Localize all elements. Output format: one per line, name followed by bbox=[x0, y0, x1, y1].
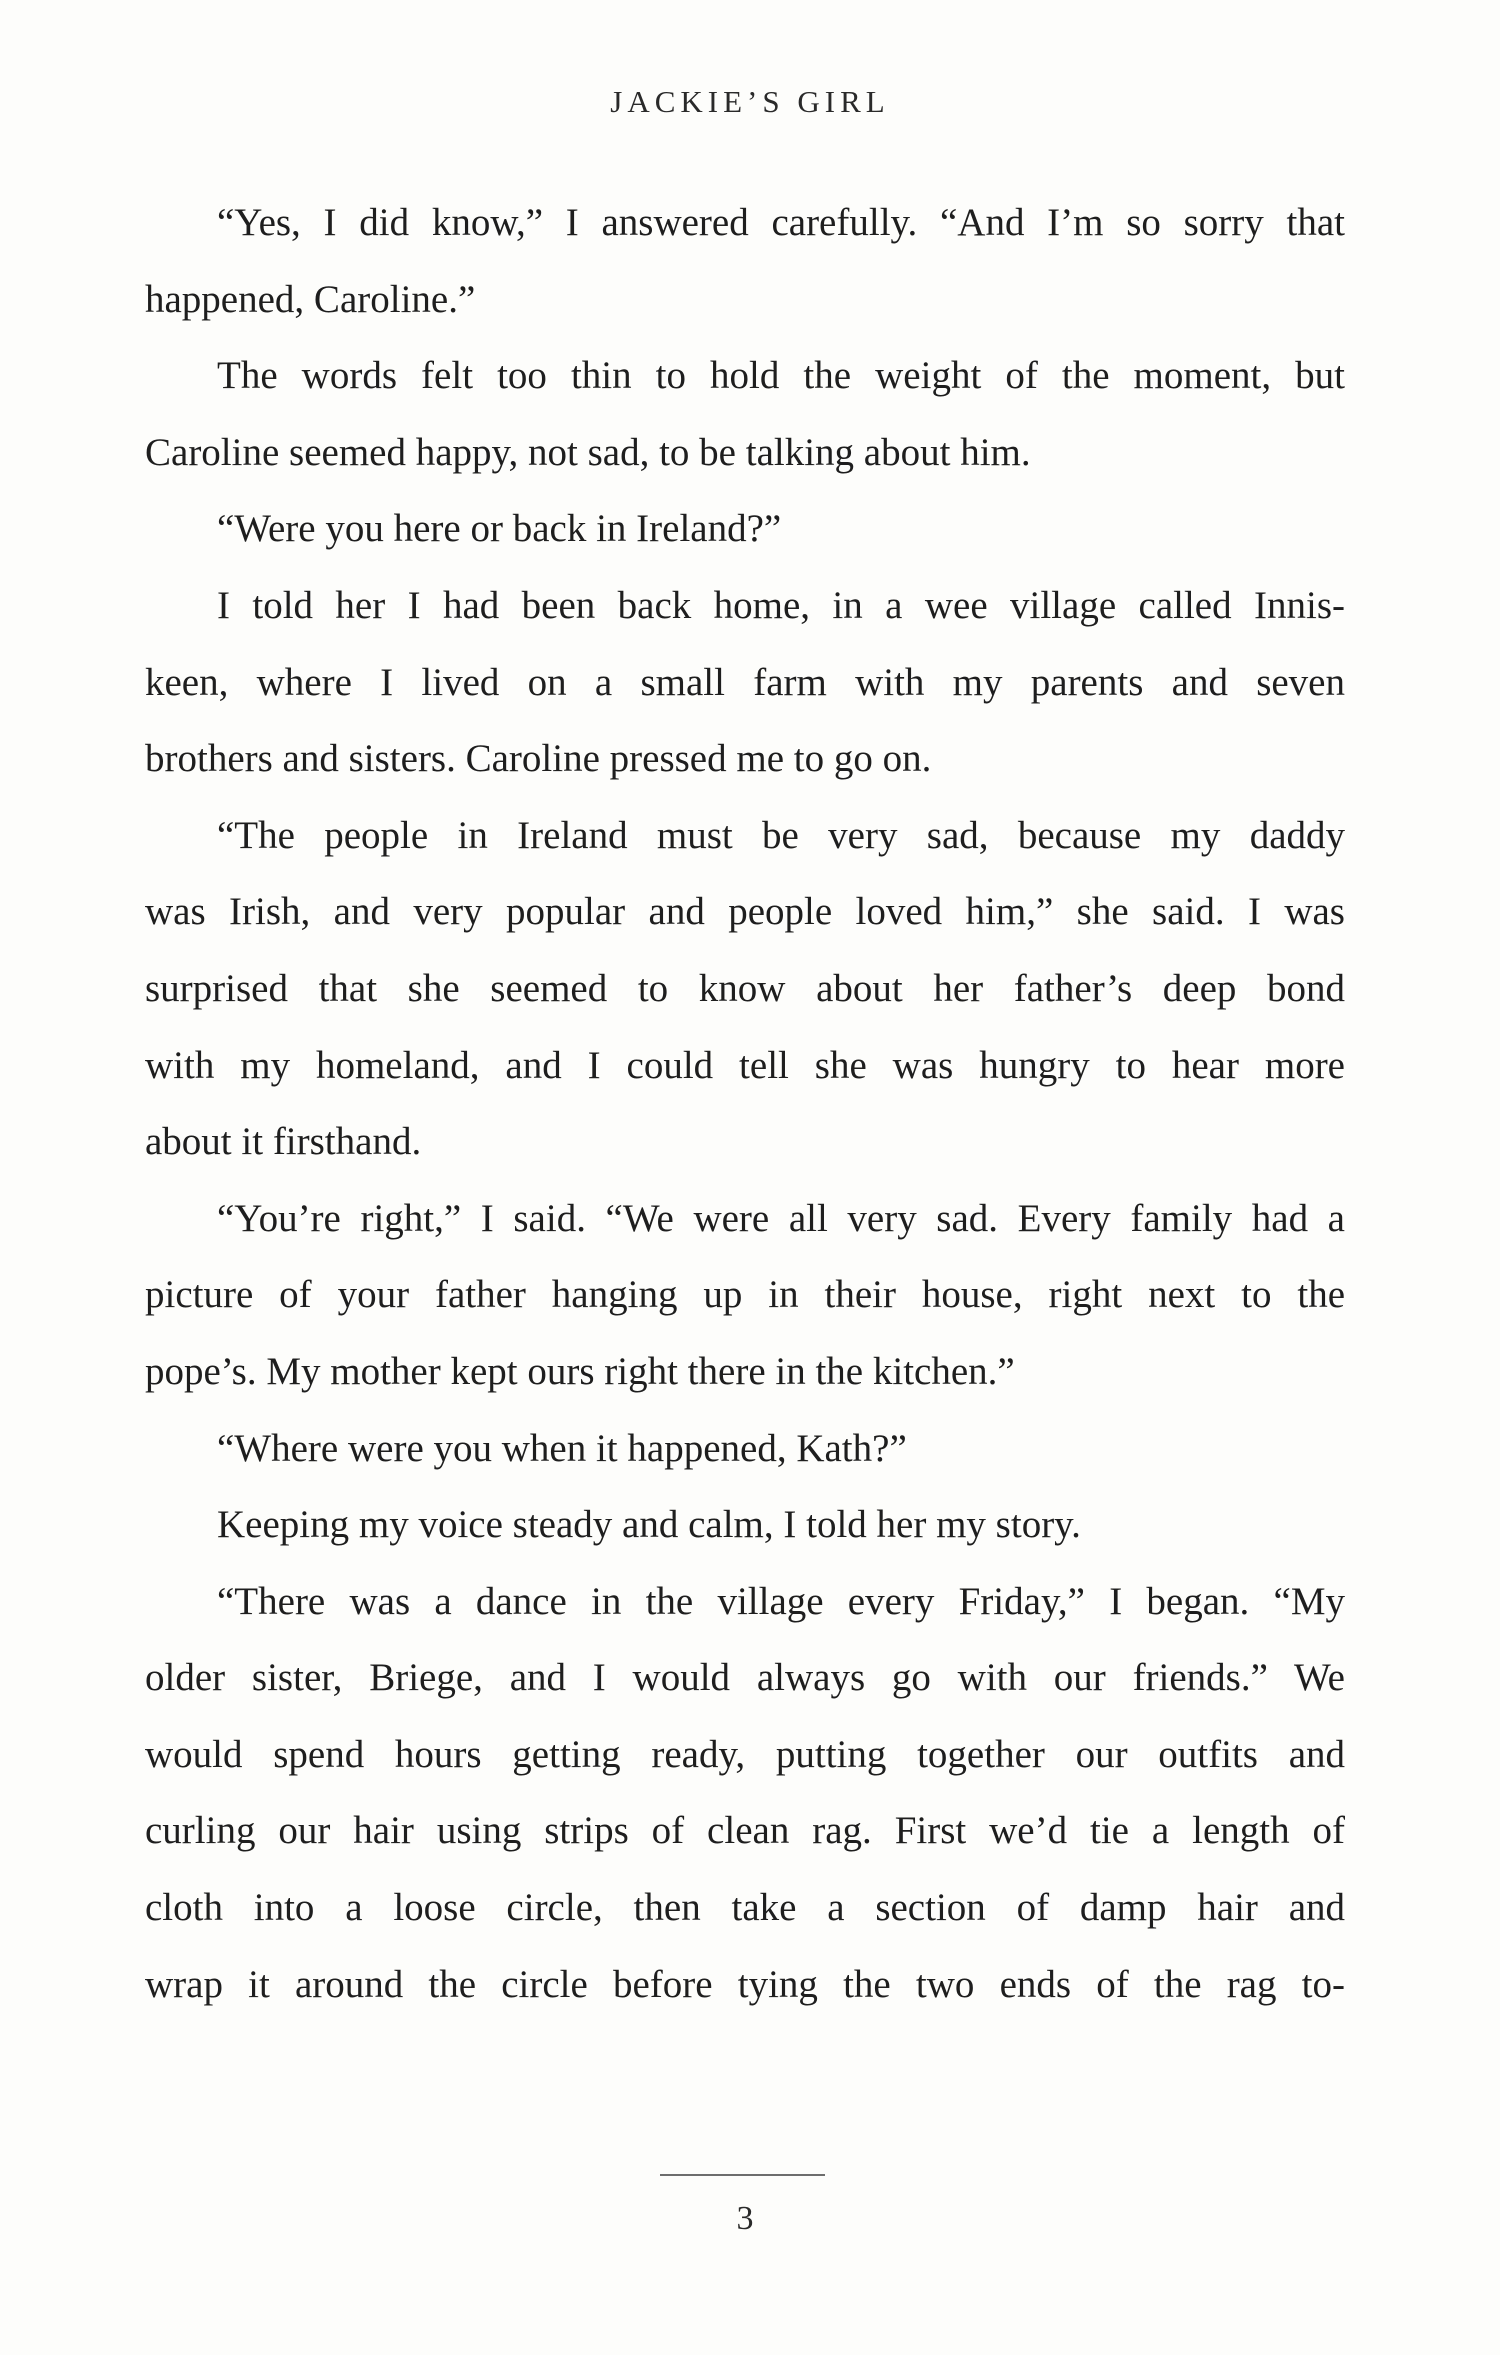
text-line: wrap it around the circle before tying the two ends of the rag to- bbox=[145, 1962, 1345, 2006]
text-line: “You’re right,” I said. “We were all very sad. Every family had a bbox=[217, 1196, 1345, 1240]
text-line: would spend hours getting ready, putting together our outfits and bbox=[145, 1732, 1345, 1776]
text-line: Keeping my voice steady and calm, I told her my story. bbox=[217, 1503, 1081, 1547]
text-line: “Were you here or back in Ireland?” bbox=[217, 507, 782, 551]
text-line: “The people in Ireland must be very sad, because my daddy bbox=[217, 813, 1345, 857]
text-line: older sister, Briege, and I would always go with our friends.” We bbox=[145, 1656, 1345, 1700]
text-line: “There was a dance in the village every Friday,” I began. “My bbox=[217, 1579, 1345, 1623]
text-line: was Irish, and very popular and people loved him,” she said. I was bbox=[145, 890, 1345, 934]
text-line: cloth into a loose circle, then take a section of damp hair and bbox=[145, 1886, 1345, 1930]
text-line: about it firsthand. bbox=[145, 1120, 422, 1164]
text-line: happened, Caroline.” bbox=[145, 277, 476, 321]
text-line: I told her I had been back home, in a wee village called Innis- bbox=[217, 583, 1345, 627]
text-line: “Where were you when it happened, Kath?” bbox=[217, 1426, 907, 1470]
text-line: “Yes, I did know,” I answered carefully. “And I’m so sorry that bbox=[217, 201, 1345, 244]
text-line: picture of your father hanging up in their house, right next to the bbox=[145, 1273, 1345, 1317]
running-head: JACKIE’S GIRL bbox=[610, 84, 890, 119]
text-line: The words felt too thin to hold the weight of the moment, but bbox=[217, 354, 1345, 398]
page-number: 3 bbox=[736, 2200, 754, 2237]
text-line: curling our hair using strips of clean rag. First we’d tie a length of bbox=[145, 1809, 1345, 1853]
text-line: with my homeland, and I could tell she was hungry to hear more bbox=[145, 1043, 1345, 1087]
text-line: pope’s. My mother kept ours right there in the kitchen.” bbox=[145, 1349, 1015, 1393]
text-line: keen, where I lived on a small farm with my parents and seven bbox=[145, 660, 1345, 704]
text-line: surprised that she seemed to know about her father’s deep bond bbox=[145, 966, 1345, 1010]
text-line: brothers and sisters. Caroline pressed me to go on. bbox=[145, 737, 932, 781]
body-text bbox=[145, 185, 1345, 2023]
footer-rule bbox=[660, 2174, 825, 2176]
text-line: Caroline seemed happy, not sad, to be talking about him. bbox=[145, 430, 1031, 474]
